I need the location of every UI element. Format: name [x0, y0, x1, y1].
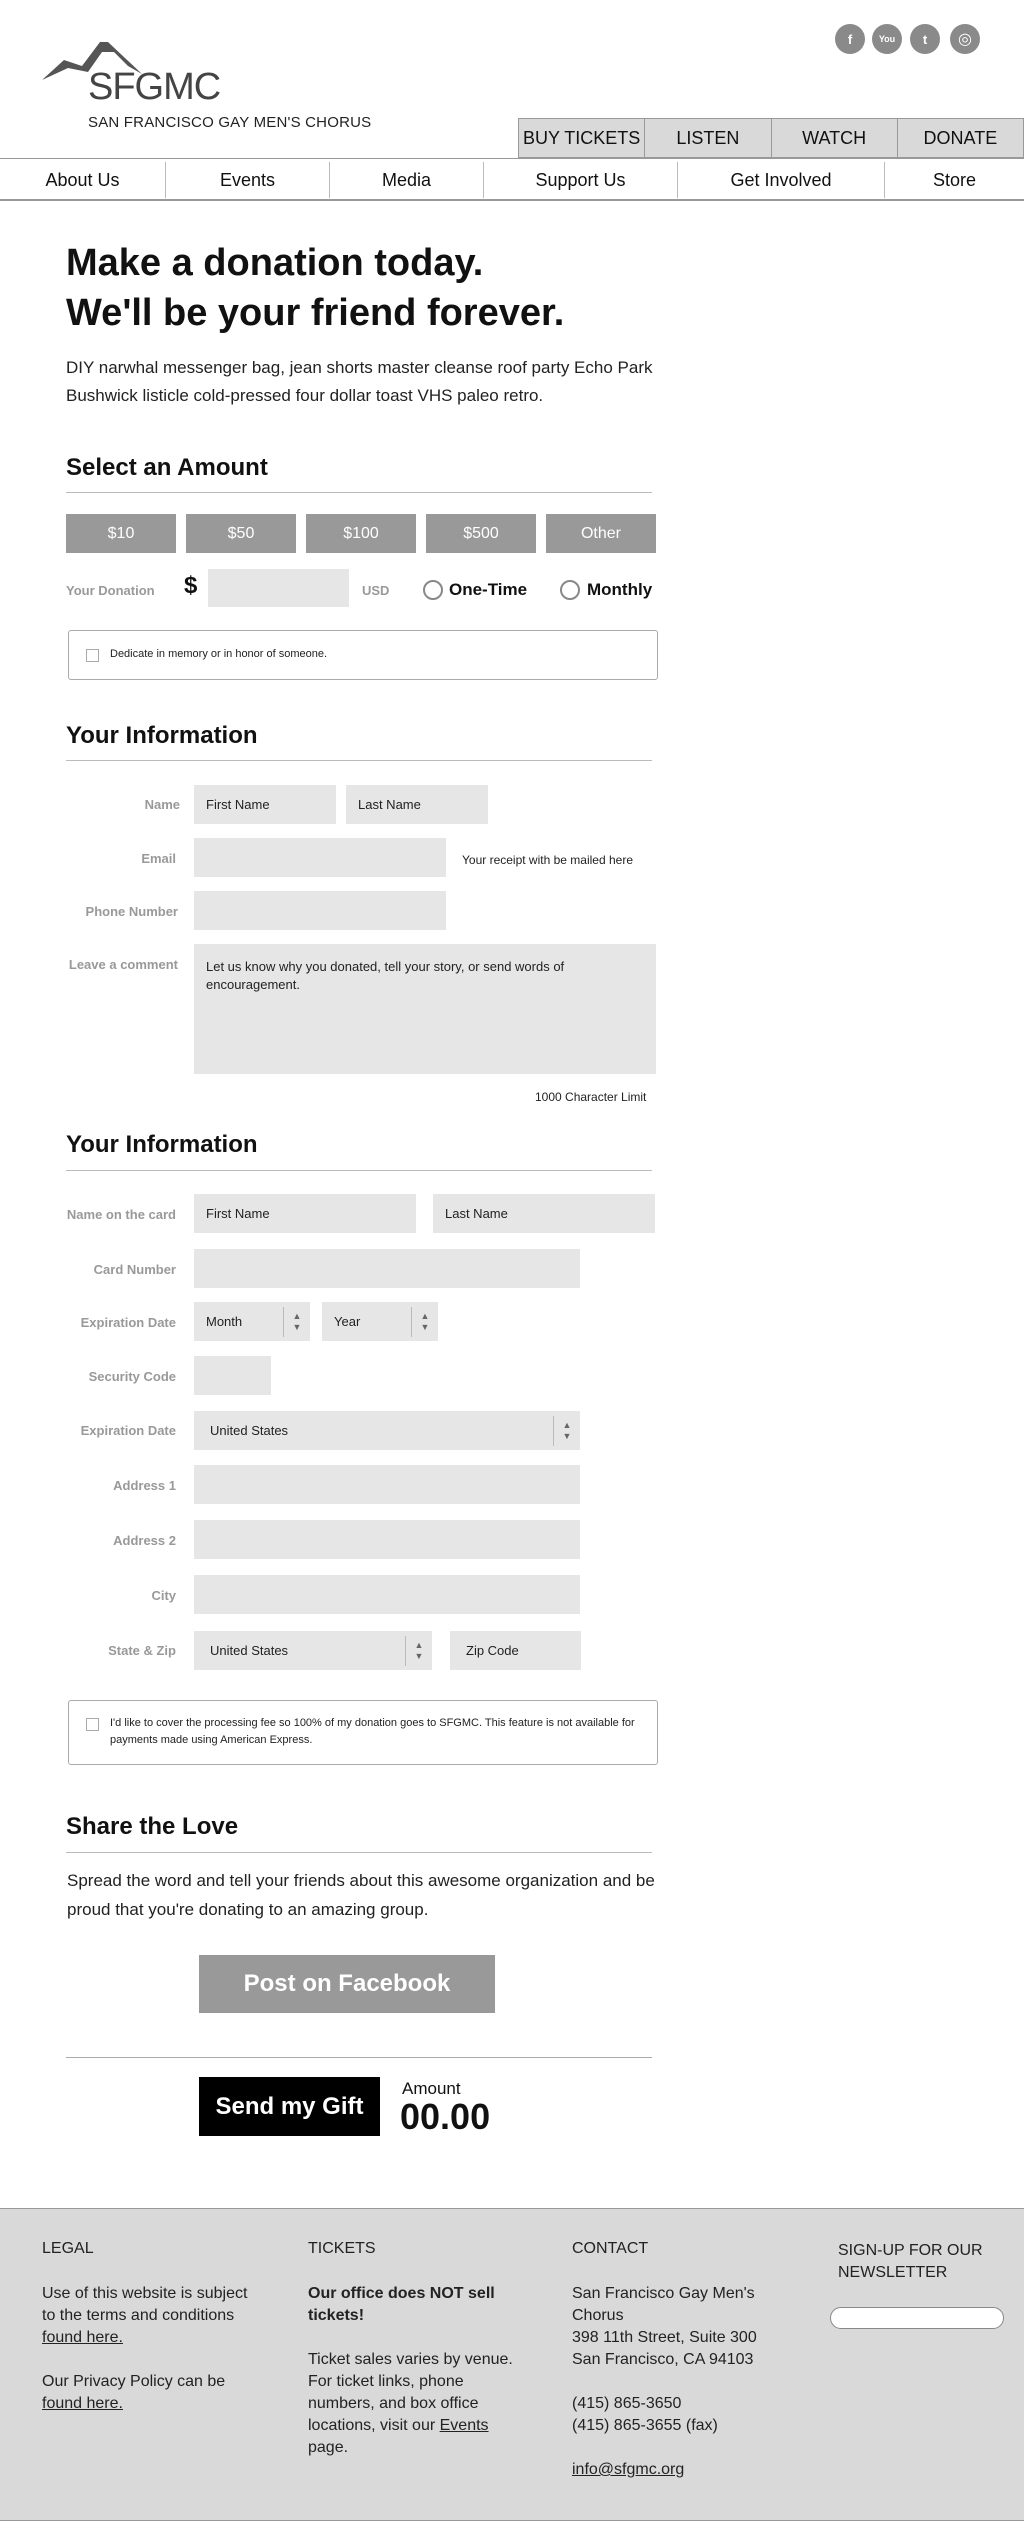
title-line-1: Make a donation today.: [66, 242, 484, 284]
select-amount-heading: Select an Amount: [66, 454, 268, 481]
divider: [66, 1170, 652, 1171]
dedicate-label: Dedicate in memory or in honor of someone.: [110, 648, 328, 660]
listen-button[interactable]: LISTEN: [645, 119, 771, 157]
currency-code: USD: [362, 583, 390, 598]
nav-get-involved[interactable]: Get Involved: [678, 162, 885, 198]
footer-tickets: [308, 2283, 523, 2459]
amount-10-button[interactable]: $10: [66, 514, 176, 553]
address2-input[interactable]: [194, 1520, 580, 1559]
select-arrows-icon: ▲ ▼: [292, 1310, 302, 1332]
monthly-radio[interactable]: [560, 580, 580, 600]
footer-contact-heading: CONTACT: [572, 2240, 649, 2257]
last-name-input[interactable]: Last Name: [346, 785, 488, 824]
state-select-value: United States: [210, 1643, 289, 1658]
select-arrows-icon: ▲ ▼: [414, 1639, 424, 1661]
country-label: Expiration Date: [80, 1423, 176, 1438]
card-first-name-input[interactable]: First Name: [194, 1194, 416, 1233]
first-name-input[interactable]: First Name: [194, 785, 336, 824]
comment-textarea[interactable]: Let us know why you donated, tell your story, or send words of encouragement.: [194, 944, 656, 1074]
address1-input[interactable]: [194, 1465, 580, 1504]
country-select[interactable]: [194, 1411, 580, 1450]
footer-tickets-heading: TICKETS: [308, 2240, 376, 2257]
spacer: [572, 2371, 792, 2393]
tickets-text-body: Ticket sales varies by venue. For ticket links, phone numbers, and box office locations, visit our: [308, 2351, 513, 2434]
your-information-heading: Your Information: [66, 722, 258, 749]
divider: [66, 1852, 652, 1853]
top-actions-bar: [518, 118, 1024, 158]
select-arrows-icon: ▲ ▼: [420, 1310, 430, 1332]
address2-label: Address 2: [113, 1533, 176, 1548]
dedicate-checkbox[interactable]: [86, 649, 99, 662]
divider: [66, 492, 652, 493]
currency-symbol: $: [184, 572, 198, 599]
nav-about-us[interactable]: About Us: [0, 162, 166, 198]
payment-information-heading: Your Information: [66, 1131, 258, 1158]
amount-label: Amount: [402, 2079, 461, 2098]
state-zip-label: State & Zip: [108, 1643, 176, 1658]
city-input[interactable]: [194, 1575, 580, 1614]
spacer: [572, 2437, 792, 2459]
email-label: Email: [141, 851, 176, 866]
privacy-text: Our Privacy Policy can be: [42, 2373, 226, 2390]
email-input[interactable]: [194, 838, 446, 877]
footer-contact: [572, 2283, 792, 2481]
terms-text: Use of this website is subject to the terms and conditions: [42, 2285, 248, 2324]
card-number-input[interactable]: [194, 1249, 580, 1288]
zip-code-input[interactable]: Zip Code: [450, 1631, 581, 1670]
tickets-notice: Our office does NOT sell tickets!: [308, 2285, 495, 2324]
logo-subtitle: SAN FRANCISCO GAY MEN'S CHORUS: [88, 114, 372, 131]
logo-text[interactable]: SFGMC: [88, 66, 221, 108]
lead-paragraph: DIY narwhal messenger bag, jean shorts master cleanse roof party Echo Park Bushwick listicle cold-pressed four dollar toast VHS paleo retro.: [66, 358, 653, 405]
country-select-value: United States: [210, 1423, 289, 1438]
spacer: [308, 2327, 523, 2349]
email-hint: Your receipt with be mailed here: [462, 853, 633, 867]
buy-tickets-button[interactable]: BUY TICKETS: [519, 119, 645, 157]
security-code-input[interactable]: [194, 1356, 271, 1395]
amount-50-button[interactable]: $50: [186, 514, 296, 553]
youtube-icon[interactable]: You: [872, 24, 902, 54]
events-link[interactable]: Events: [439, 2417, 489, 2434]
main-nav: [0, 158, 1024, 201]
amount-500-button[interactable]: $500: [426, 514, 536, 553]
amount-value: 00.00: [400, 2096, 491, 2137]
nav-support-us[interactable]: Support Us: [484, 162, 678, 198]
expiration-label: Expiration Date: [80, 1315, 176, 1330]
donation-amount-input[interactable]: [208, 569, 349, 607]
name-label: Name: [144, 797, 180, 812]
instagram-icon[interactable]: ◎: [950, 24, 980, 54]
donate-button[interactable]: DONATE: [898, 119, 1024, 157]
fee-checkbox[interactable]: [86, 1718, 99, 1731]
nav-store[interactable]: Store: [932, 169, 977, 190]
contact-phone[interactable]: (415) 865-3650: [572, 2395, 682, 2412]
post-on-facebook-button[interactable]: Post on Facebook: [199, 1955, 495, 2013]
title-line-2: We'll be your friend forever.: [66, 292, 565, 334]
send-gift-button[interactable]: Send my Gift: [199, 2077, 380, 2136]
newsletter-email-input[interactable]: [830, 2307, 1004, 2329]
phone-input[interactable]: [194, 891, 446, 930]
security-code-label: Security Code: [88, 1369, 176, 1384]
select-arrows-icon: ▲ ▼: [562, 1419, 572, 1441]
tickets-text: [308, 2349, 523, 2437]
month-select-value: Month: [206, 1314, 243, 1329]
month-select[interactable]: [194, 1302, 310, 1341]
one-time-label: One-Time: [449, 580, 528, 599]
newsletter-heading: SIGN-UP FOR OUR NEWSLETTER: [838, 2242, 983, 2281]
share-heading: Share the Love: [66, 1813, 239, 1840]
address1-label: Address 1: [113, 1478, 176, 1493]
contact-street: 398 11th Street, Suite 300: [572, 2329, 757, 2346]
amount-100-button[interactable]: $100: [306, 514, 416, 553]
footer-legal-heading: LEGAL: [42, 2240, 94, 2257]
city-label: City: [151, 1588, 176, 1603]
facebook-icon[interactable]: f: [835, 24, 865, 54]
terms-link[interactable]: found here.: [42, 2329, 123, 2346]
amount-other-button[interactable]: Other: [546, 514, 656, 553]
contact-fax: (415) 865-3655 (fax): [572, 2417, 718, 2434]
contact-city: San Francisco, CA 94103: [572, 2351, 754, 2368]
card-number-label: Card Number: [93, 1262, 176, 1277]
one-time-radio[interactable]: [423, 580, 443, 600]
fee-label: I'd like to cover the processing fee so 100% of my donation goes to SFGMC. This feature is not available for payments made using American Express.: [110, 1717, 635, 1746]
privacy-link[interactable]: found here.: [42, 2395, 123, 2412]
comment-label: Leave a comment: [68, 957, 178, 972]
name-on-card-label: Name on the card: [66, 1207, 176, 1222]
state-select[interactable]: [194, 1631, 432, 1670]
divider: [66, 760, 652, 761]
watch-button[interactable]: WATCH: [772, 119, 898, 157]
nav-media[interactable]: Media: [330, 162, 484, 198]
divider: [66, 2057, 652, 2058]
contact-org: San Francisco Gay Men's Chorus: [572, 2285, 755, 2324]
share-text: Spread the word and tell your friends about this awesome organization and be proud that you're donating to an amazing group.: [67, 1871, 655, 1919]
contact-email-link[interactable]: info@sfgmc.org: [572, 2461, 685, 2478]
spacer: [42, 2349, 262, 2371]
char-limit-note: 1000 Character Limit: [535, 1090, 647, 1104]
footer-legal: [42, 2283, 262, 2415]
nav-events[interactable]: Events: [166, 162, 330, 198]
tickets-tail: page.: [308, 2439, 349, 2456]
monthly-label: Monthly: [587, 580, 653, 599]
year-select[interactable]: [322, 1302, 438, 1341]
card-last-name-input[interactable]: Last Name: [433, 1194, 655, 1233]
twitter-icon[interactable]: t: [910, 24, 940, 54]
donation-label: Your Donation: [66, 583, 155, 598]
phone-label: Phone Number: [85, 904, 178, 919]
page-title: [66, 238, 564, 338]
year-select-value: Year: [334, 1314, 361, 1329]
